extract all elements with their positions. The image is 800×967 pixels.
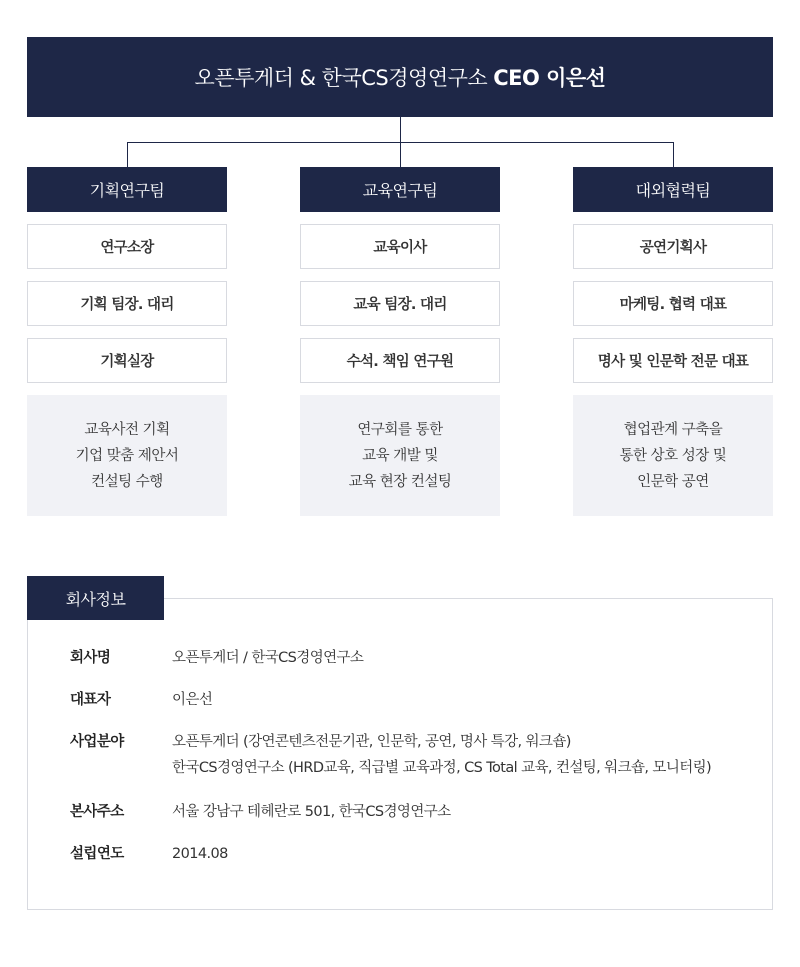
description-line: 기업 맞춤 제안서 <box>75 447 179 464</box>
connector-vertical-main <box>400 117 401 142</box>
ceo-box <box>27 37 773 117</box>
info-row-address <box>70 799 752 825</box>
team-description <box>300 395 500 516</box>
info-label: 본사주소 <box>70 804 124 820</box>
info-row-ceo <box>70 687 752 713</box>
role-box: 명사 및 인문학 전문 대표 <box>573 338 773 383</box>
info-value-line: 오픈투게더 (강연콘텐츠전문기관, 인문학, 공연, 명사 특강, 워크숍) <box>172 734 571 750</box>
team-description <box>573 395 773 516</box>
role-box: 수석. 책임 연구원 <box>300 338 500 383</box>
team-header-external: 대외협력팀 <box>573 167 773 212</box>
info-label: 회사명 <box>70 650 111 666</box>
company-info-panel <box>27 598 773 910</box>
description-line: 교육사전 기획 <box>84 421 170 438</box>
role-box: 교육 팀장. 대리 <box>300 281 500 326</box>
connector-left <box>127 142 128 167</box>
description-line: 통한 상호 성장 및 <box>619 447 727 464</box>
description-line: 교육 개발 및 <box>362 447 438 464</box>
description-line: 협업관계 구축을 <box>623 421 723 438</box>
company-info-tab: 회사정보 <box>27 576 164 620</box>
description-line: 인문학 공연 <box>637 473 709 490</box>
team-description <box>27 395 227 516</box>
connector-right <box>673 142 674 167</box>
role-box: 기획실장 <box>27 338 227 383</box>
connector-center <box>400 142 401 167</box>
info-value: 오픈투게더 / 한국CS경영연구소 <box>172 650 364 666</box>
role-box: 마케팅. 협력 대표 <box>573 281 773 326</box>
ceo-title: 오픈투게더 & 한국CS경영연구소 <box>194 66 488 90</box>
info-value: 이은선 <box>172 692 213 708</box>
role-box: 기획 팀장. 대리 <box>27 281 227 326</box>
ceo-name: CEO 이은선 <box>493 66 606 90</box>
info-label: 대표자 <box>70 692 111 708</box>
description-line: 컨설팅 수행 <box>91 473 163 490</box>
role-box: 교육이사 <box>300 224 500 269</box>
info-label: 설립연도 <box>70 846 124 862</box>
info-row-company-name <box>70 645 752 671</box>
description-line: 연구회를 통한 <box>357 421 443 438</box>
info-value-line: 한국CS경영연구소 (HRD교육, 직급별 교육과정, CS Total 교육, 컨설팅, 워크숍, 모니터링) <box>172 760 712 776</box>
team-header-education: 교육연구팀 <box>300 167 500 212</box>
role-box: 공연기획사 <box>573 224 773 269</box>
role-box: 연구소장 <box>27 224 227 269</box>
info-value <box>172 729 711 781</box>
info-value: 2014.08 <box>172 846 228 862</box>
info-row-business <box>70 729 752 781</box>
info-row-founded <box>70 841 752 867</box>
description-line: 교육 현장 컨설팅 <box>348 473 452 490</box>
info-value: 서울 강남구 테헤란로 501, 한국CS경영연구소 <box>172 804 451 820</box>
team-header-planning: 기획연구팀 <box>27 167 227 212</box>
info-label: 사업분야 <box>70 734 124 750</box>
